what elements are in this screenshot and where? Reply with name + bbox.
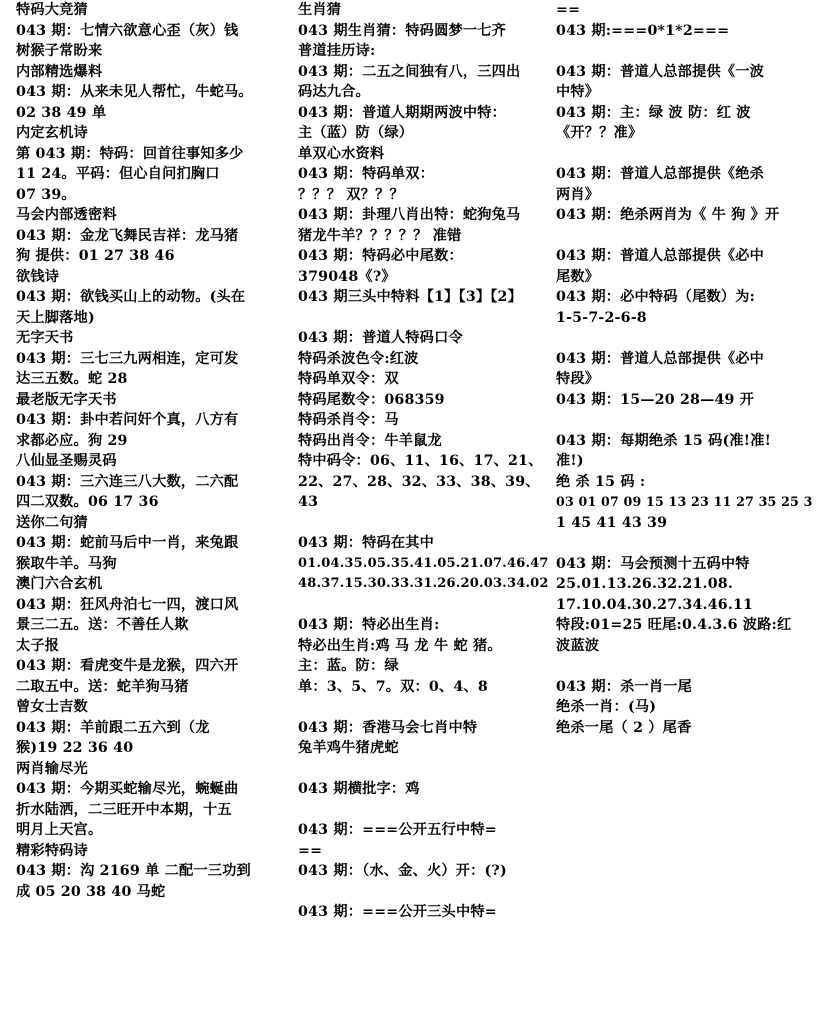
text-line: 043 期：从来未见人帮忙，牛蛇马。: [16, 84, 253, 100]
text-line: 景三二五。送：不善任人欺: [16, 617, 189, 633]
text-line: 猪龙牛羊？？？？？ 准错: [298, 227, 462, 244]
text-line: 树猴子常盼来: [16, 43, 103, 59]
text-line: 兔羊鸡牛猪虎蛇: [298, 740, 399, 756]
text-line: [556, 328, 814, 349]
text-line: 成 05 20 38 40 马蛇: [16, 883, 166, 900]
text-line: 043 期：金龙飞舞民吉祥：龙马猪: [16, 227, 239, 244]
text-line: 送你二句猜: [16, 514, 88, 531]
text-line: 043 期：羊前跟二五六到（龙: [16, 719, 210, 736]
text-line: 《开？？准》: [556, 125, 643, 141]
text-line: 特码尾数令：068359: [298, 391, 445, 408]
text-line: 四二双数。06 17 36: [16, 494, 159, 510]
text-line: 绝 杀 15 码 :: [556, 473, 646, 490]
text-line: 狗 提供：01 27 38 46: [16, 248, 175, 264]
text-line: 码达九合。: [298, 84, 370, 100]
text-line: 043 期：七情六欲意心歪（灰）钱: [16, 22, 239, 39]
text-line: ？？？ 双？？？: [298, 186, 404, 203]
text-line: 043 期：三六连三八大数，二六配: [16, 473, 239, 490]
text-line: 48.37.15.30.33.31.26.20.03.34.02: [298, 576, 549, 591]
text-line: 猴)19 22 36 40: [16, 740, 134, 756]
text-line: 最老版无字天书: [16, 391, 117, 408]
text-line: 17.10.04.30.27.34.46.11: [556, 596, 754, 613]
text-line: 曾女士吉数: [16, 699, 88, 715]
text-line: [556, 144, 814, 165]
text-line: 无字天书: [16, 330, 74, 346]
text-line: 043 期：三七三九两相连，定可发: [16, 350, 239, 367]
text-line: 达三五数。蛇 28: [16, 371, 128, 387]
text-line: 单：3、5、7。双：0、4、8: [298, 678, 488, 695]
text-line: 043 期：杀一肖一尾: [556, 678, 693, 695]
text-line: 043 期：普道人总部提供《绝杀: [556, 166, 765, 182]
text-line: 1-5-7-2-6-8: [556, 309, 647, 326]
text-line: [298, 800, 552, 821]
text-line: 043 期：特码必中尾数：: [298, 248, 463, 264]
text-line: [556, 533, 814, 554]
text-line: [556, 226, 814, 247]
text-line: [298, 513, 552, 534]
text-line: 主：蓝。防：绿: [298, 658, 399, 674]
text-line: 043 期：特码单双：: [298, 166, 435, 182]
text-line: 波蓝波: [556, 637, 600, 654]
text-line: 马会内部透密料: [16, 207, 117, 223]
text-line: 043 期：蛇前马后中一肖，来兔跟: [16, 535, 239, 551]
text-line: 043 期：主：绿 波 防：红 波: [556, 104, 751, 121]
text-line: 379048《?》: [298, 268, 396, 285]
text-line: 043 期生肖猜：特码圆梦一七齐: [298, 22, 507, 39]
text-line: 043 期：欲钱买山上的动物。(头在: [16, 289, 246, 305]
text-line: 普道挂历诗:: [298, 43, 376, 59]
text-line: 03 01 07 09 15 13 23 11 27 35 25 3: [556, 494, 813, 509]
text-line: 043 期：卦理八肖出特：蛇狗兔马: [298, 207, 521, 223]
text-line: 内部精选爆料: [16, 63, 103, 80]
text-line: 043 期：今期买蛇输尽光，蜿蜒曲: [16, 781, 239, 797]
text-line: 天上脚落地): [16, 309, 95, 326]
text-line: [556, 410, 814, 431]
text-line: 特段》: [556, 371, 600, 387]
text-line: [298, 759, 552, 780]
text-line: 043 期：特必出生肖:: [298, 617, 440, 633]
text-line: 尾数》: [556, 268, 600, 285]
text-line: 1 45 41 43 39: [556, 514, 668, 531]
text-line: 太子报: [16, 637, 60, 654]
text-line: 25.01.13.26.32.21.08.: [556, 576, 733, 592]
text-line: 中特》: [556, 84, 600, 100]
text-line: 特码大竞猜: [16, 2, 88, 18]
text-line: 043 期：15—20 28—49 开: [556, 391, 755, 408]
text-line: 绝杀一肖：(马): [556, 699, 657, 715]
text-line: 特必出生肖:鸡 马 龙 牛 蛇 猪。: [298, 637, 502, 654]
text-line: 043 期：===公开五行中特=: [298, 822, 497, 838]
text-line: 折水陆洒，二三旺开中本期，十五: [16, 801, 232, 818]
column-right: [556, 0, 814, 1024]
text-line: 07 39。: [16, 186, 76, 203]
text-line: 特段:01=25 旺尾:0.4.3.6 波路:红: [556, 617, 792, 633]
column-left: [16, 0, 288, 1024]
text-line: ==: [298, 842, 323, 859]
text-line: 01.04.35.05.35.41.05.21.07.46.47: [298, 555, 549, 571]
text-line: 主（蓝）防（绿）: [298, 125, 414, 141]
text-line: 043 期：普道人总部提供《必中: [556, 248, 765, 264]
text-line: 043 期三头中特料【1】【3】【2】: [298, 289, 523, 305]
text-line: 绝杀一尾（ 2 ）尾香: [556, 719, 692, 736]
text-line: 043 期：马会预测十五码中特: [556, 555, 750, 572]
text-line: 043 期：二五之间独有八，三四出: [298, 63, 521, 80]
text-line: 22、27、28、32、33、38、39、: [298, 473, 540, 490]
text-line: [298, 308, 552, 329]
text-line: 43: [298, 494, 319, 510]
text-line: [556, 41, 814, 62]
text-line: 043 期：普道人特码口令: [298, 330, 463, 346]
text-line: 求都必应。狗 29: [16, 432, 128, 449]
text-line: 043 期：普道人总部提供《必中: [556, 350, 765, 367]
text-line: 准!): [556, 453, 584, 469]
text-line: 精彩特码诗: [16, 842, 88, 859]
text-line: [556, 656, 814, 677]
text-line: 欲钱诗: [16, 268, 60, 285]
text-line: [298, 697, 552, 718]
text-line: 043 期：香港马会七肖中特: [298, 719, 478, 736]
text-line: 043 期：普道人总部提供《一波: [556, 63, 765, 80]
text-line: 043 期:===0*1*2===: [556, 22, 730, 39]
text-line: ==: [556, 2, 581, 18]
text-line: [298, 595, 552, 616]
text-line: 特码单双令：双: [298, 371, 399, 387]
text-line: 特码出肖令：牛羊鼠龙: [298, 432, 442, 449]
text-line: 特中码令：06、11、16、17、21、: [298, 453, 543, 469]
text-line: 两肖》: [556, 186, 600, 203]
text-line: 043 期：卦中若问奸个真，八方有: [16, 412, 239, 428]
text-line: 单双心水资料: [298, 145, 385, 162]
text-line: 生肖猜: [298, 2, 342, 18]
text-line: 043 期：沟 2169 单 二配一三功到: [16, 863, 251, 879]
text-line: 二取五中。送：蛇羊狗马猪: [16, 678, 189, 695]
text-line: 两肖输尽光: [16, 760, 88, 777]
text-line: 11 24。平码：但心自问扪胸口: [16, 166, 220, 182]
text-line: 第 043 期：特码：回首往事知多少: [16, 145, 244, 162]
text-line: 澳门六合玄机: [16, 576, 103, 592]
text-line: 八仙显圣赐灵码: [16, 453, 117, 469]
text-line: 043 期横批字：鸡: [298, 781, 420, 797]
text-line: 明月上天宫。: [16, 822, 103, 838]
text-line: 猴取牛羊。马狗: [16, 555, 117, 572]
text-line: 特码杀波色令:红波: [298, 350, 419, 367]
text-line: 043 期：绝杀两肖为《 牛 狗 》开: [556, 207, 780, 223]
text-line: 043 期：每期绝杀 15 码(准!准!: [556, 432, 772, 449]
text-line: 043 期：特码在其中: [298, 535, 435, 551]
text-line: 043 期：===公开三头中特=: [298, 904, 497, 920]
text-line: 043 期：看虎变牛是龙猴，四六开: [16, 658, 239, 674]
text-line: 043 期：（水、金、火）开：(?): [298, 863, 507, 879]
text-line: 内定玄机诗: [16, 125, 88, 141]
text-line: 特码杀肖令：马: [298, 412, 399, 428]
text-line: [298, 882, 552, 903]
text-line: 043 期：普道人期期两波中特：: [298, 104, 507, 121]
text-line: 043 期：狂风舟泊七一四，渡口风: [16, 596, 239, 613]
column-middle: [298, 0, 552, 1024]
text-line: 02 38 49 单: [16, 104, 107, 121]
text-line: 043 期：必中特码（尾数）为:: [556, 289, 756, 305]
